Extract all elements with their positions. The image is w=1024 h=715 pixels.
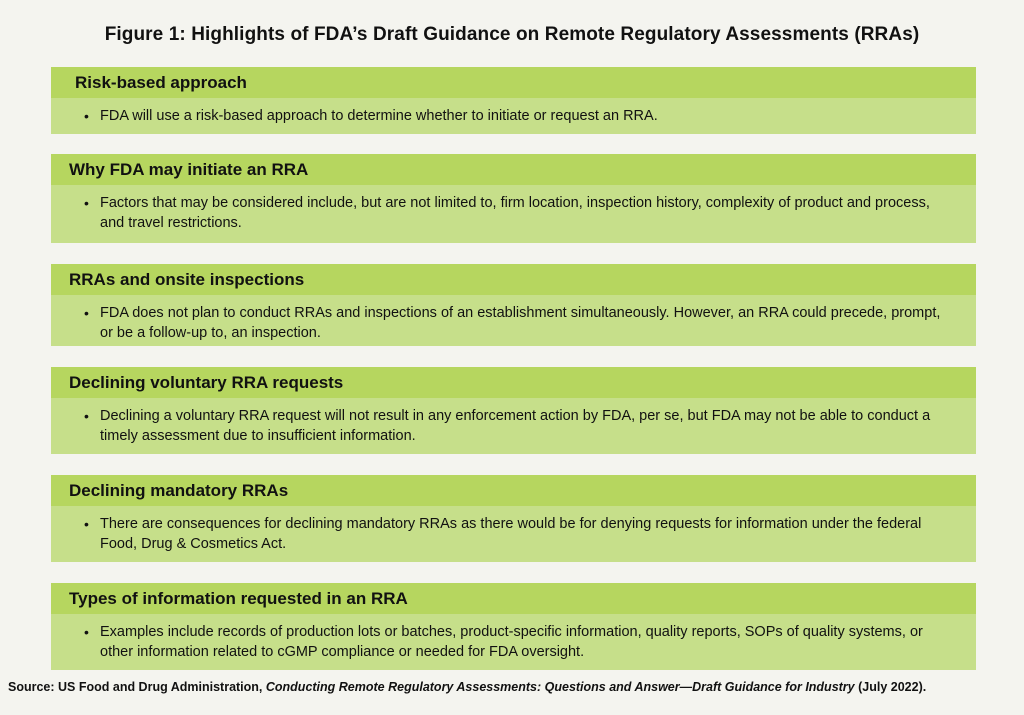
section-rras-and-onsite-inspections	[51, 264, 976, 346]
source-title: Conducting Remote Regulatory Assessments: Questions and Answer—Draft Guidance for Industry	[265, 680, 855, 694]
section-body	[51, 185, 976, 233]
section-heading: Types of information requested in an RRA	[51, 583, 976, 614]
bullet-marker: •	[84, 624, 89, 640]
section-risk-based-approach	[51, 67, 976, 134]
section-body	[51, 98, 976, 126]
bullet-marker: •	[84, 408, 89, 424]
bullet-marker: •	[84, 305, 89, 321]
source-note	[8, 679, 1008, 696]
section-body	[51, 295, 976, 343]
bullet-marker: •	[84, 516, 89, 532]
section-heading: Declining voluntary RRA requests	[51, 367, 976, 398]
bullet-marker: •	[84, 108, 89, 124]
bullet-marker: •	[84, 195, 89, 211]
section-heading: Why FDA may initiate an RRA	[51, 154, 976, 185]
section-body	[51, 614, 976, 662]
section-bullet-text: Declining a voluntary RRA request will not result in any enforcement action by FDA, per se, but FDA may not be able to conduct a timely assessment due to insufficient information.	[100, 408, 931, 444]
section-bullet-text: There are consequences for declining mandatory RRAs as there would be for denying requests for information under the federal Food, Drug & Cosmetics Act.	[100, 516, 922, 552]
section-bullet-text: FDA will use a risk-based approach to determine whether to initiate or request an RRA.	[100, 108, 658, 124]
figure-title: Figure 1: Highlights of FDA’s Draft Guidance on Remote Regulatory Assessments (RRAs)	[104, 24, 920, 45]
section-body	[51, 398, 976, 446]
section-bullet-text: FDA does not plan to conduct RRAs and inspections of an establishment simultaneously. However, an RRA could precede, prompt, or be a follow-up to, an inspection.	[100, 305, 941, 341]
section-types-of-information	[51, 583, 976, 670]
section-declining-voluntary	[51, 367, 976, 454]
source-suffix: (July 2022).	[854, 680, 927, 694]
section-heading: Risk-based approach	[51, 67, 976, 98]
source-prefix: Source: US Food and Drug Administration,	[8, 680, 266, 694]
section-why-fda-may-initiate	[51, 154, 976, 243]
section-bullet-text: Examples include records of production lots or batches, product-specific information, quality reports, SOPs of quality systems, or other information related to cGMP compliance or needed for FDA oversight.	[100, 624, 923, 660]
section-heading: RRAs and onsite inspections	[51, 264, 976, 295]
section-bullet-text: Factors that may be considered include, but are not limited to, firm location, inspection history, complexity of product and process, and travel restrictions.	[100, 195, 930, 231]
section-body	[51, 506, 976, 554]
section-declining-mandatory	[51, 475, 976, 562]
section-heading: Declining mandatory RRAs	[51, 475, 976, 506]
